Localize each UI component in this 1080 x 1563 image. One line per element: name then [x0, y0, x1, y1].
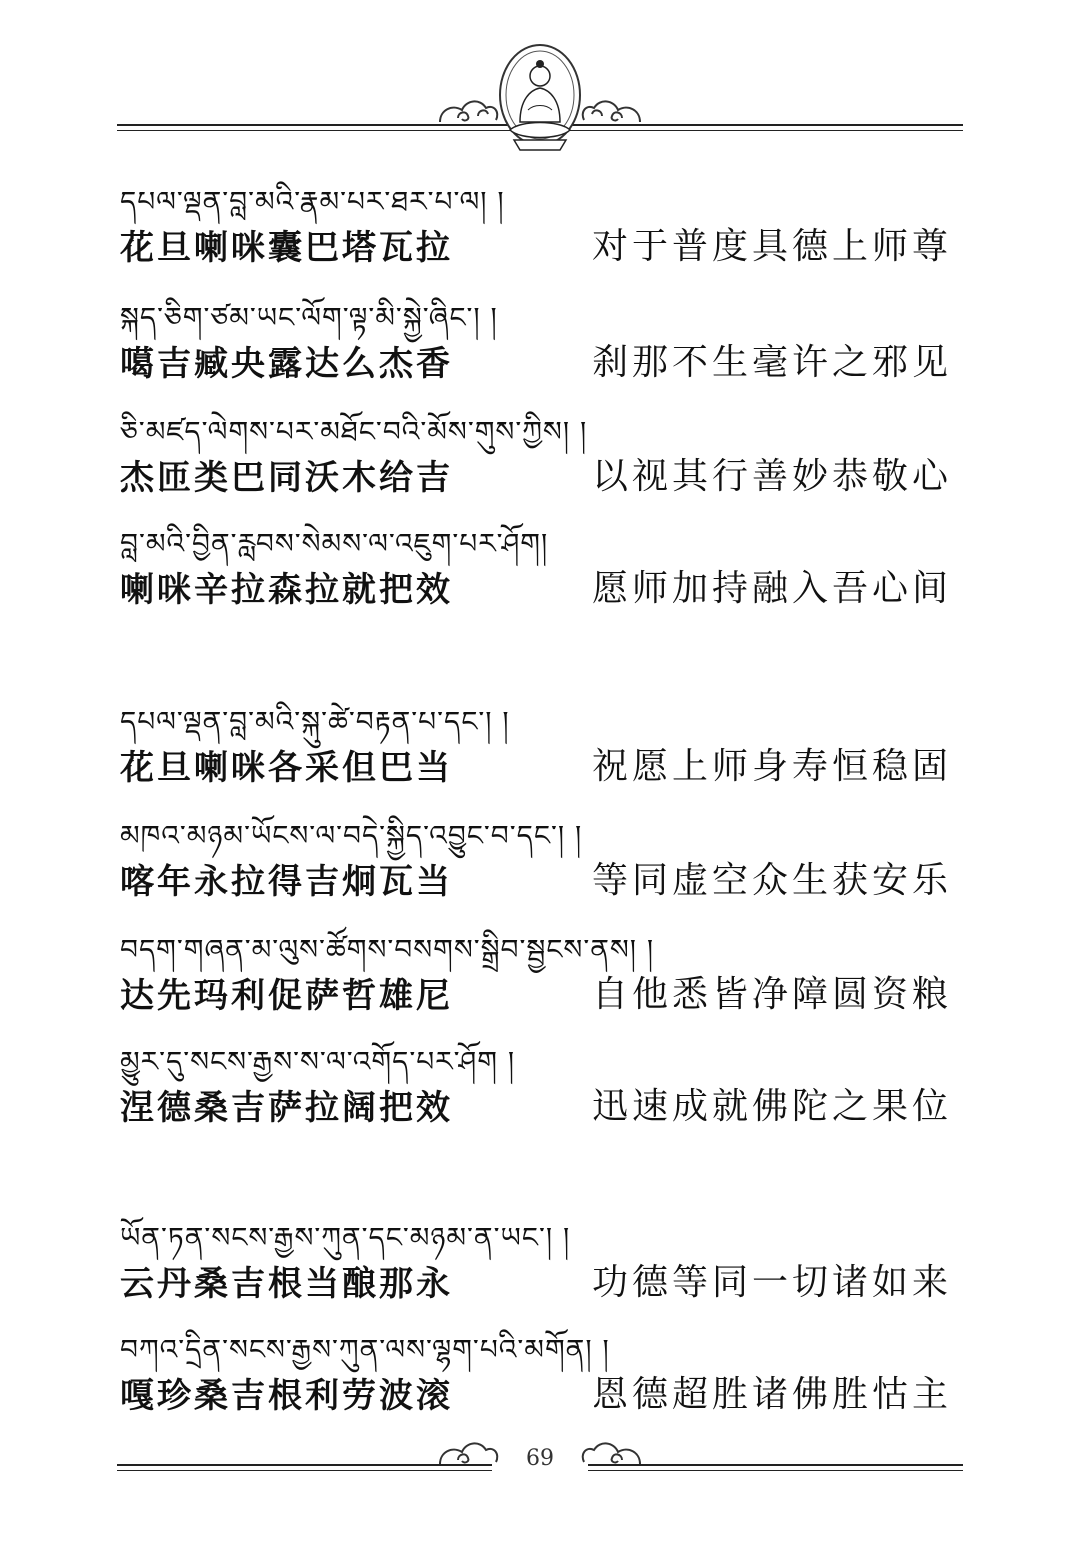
tibetan-line: བདག་གཞན་མ་ལུས་ཚོགས་བསགས་སྒྲིབ་སྦྱངས་ནས། ། — [120, 933, 655, 966]
tibetan-line: དཔལ་ལྡན་བླ་མའི་སྐུ་ཚེ་བརྟན་པ་དང་། ། — [120, 705, 510, 738]
translation-line: 祝愿上师身寿恒稳固 — [591, 746, 952, 787]
tibetan-line: བླ་མའི་བྱིན་རླབས་སེམས་ལ་འཇུག་པར་ཤོག། — [120, 527, 549, 560]
buddha-emblem-icon — [0, 0, 1080, 160]
tibetan-line: ཅི་མཛད་ལེགས་པར་མཐོང་བའི་མོས་གུས་ཀྱིས། ། — [120, 415, 588, 448]
phonetic-line: 噶吉臧央露达么杰香 — [120, 344, 453, 384]
tibetan-line: མཁའ་མཉམ་ཡོངས་ལ་བདེ་སྐྱིད་འབྱུང་བ་དང་། ། — [120, 819, 583, 852]
phonetic-line: 嘎珍桑吉根利劳波滚 — [120, 1376, 453, 1416]
tibetan-line: མྱུར་དུ་སངས་རྒྱས་ས་ལ་འགོད་པར་ཤོག ། — [120, 1045, 516, 1078]
page-number: 69 — [526, 1446, 554, 1471]
phonetic-line: 达先玛利促萨哲雄尼 — [120, 976, 453, 1016]
translation-line: 迅速成就佛陀之果位 — [591, 1086, 952, 1127]
translation-line: 自他悉皆净障圆资粮 — [591, 974, 952, 1015]
tibetan-line: སྐད་ཅིག་ཙམ་ཡང་ལོག་ལྟ་མི་སྐྱེ་ཞིང་། ། — [120, 301, 498, 334]
tibetan-line: ཡོན་ཏན་སངས་རྒྱས་ཀུན་དང་མཉམ་ན་ཡང་། ། — [120, 1221, 571, 1254]
phonetic-line: 花旦喇咪各采但巴当 — [120, 748, 453, 788]
translation-line: 对于普度具德上师尊 — [591, 226, 952, 267]
page-footer — [0, 1430, 1080, 1500]
tibetan-line: བཀའ་དྲིན་སངས་རྒྱས་ཀུན་ལས་ལྷག་པའི་མགོན། ། — [120, 1333, 610, 1366]
phonetic-line: 杰匝类巴同沃木给吉 — [120, 458, 453, 498]
translation-line: 恩德超胜诸佛胜怙主 — [591, 1374, 952, 1415]
translation-line: 功德等同一切诸如来 — [591, 1262, 952, 1303]
translation-line: 刹那不生毫许之邪见 — [591, 342, 952, 383]
translation-line: 等同虚空众生获安乐 — [591, 860, 952, 901]
tibetan-line: དཔལ་ལྡན་བླ་མའི་རྣམ་པར་ཐར་པ་ལ། ། — [120, 185, 505, 218]
phonetic-line: 喀年永拉得吉炯瓦当 — [120, 862, 453, 902]
phonetic-line: 喇咪辛拉森拉就把效 — [120, 570, 453, 610]
phonetic-line: 云丹桑吉根当酿那永 — [120, 1264, 453, 1304]
page-header — [0, 0, 1080, 160]
phonetic-line: 花旦喇咪囊巴塔瓦拉 — [120, 228, 453, 268]
translation-line: 以视其行善妙恭敬心 — [591, 456, 952, 497]
translation-line: 愿师加持融入吾心间 — [591, 568, 952, 609]
phonetic-line: 涅德桑吉萨拉阔把效 — [120, 1088, 453, 1128]
